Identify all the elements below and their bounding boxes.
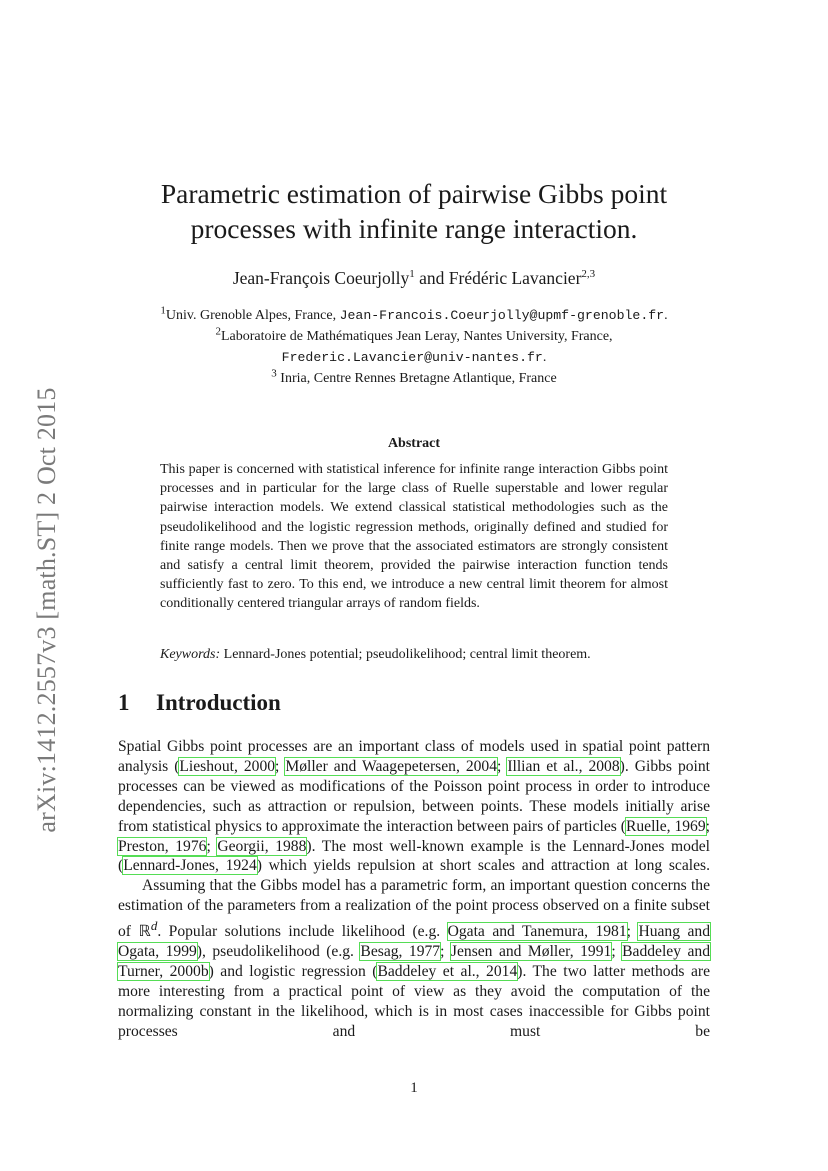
section-title: Introduction (156, 690, 281, 715)
affiliation-text: Inria, Centre Rennes Bretagne Atlantique, France (276, 371, 557, 386)
author-name: Frédéric Lavancier (448, 268, 582, 288)
body-text: . Popular solutions include likelihood (e.g. (157, 923, 448, 941)
author-email[interactable]: Jean-Francois.Coeurjolly@upmf-grenoble.fr (339, 308, 665, 323)
citation-link[interactable]: Illian et al., 2008 (507, 757, 620, 775)
citation-link[interactable]: Lennard-Jones, 1924 (123, 857, 257, 875)
citation-link[interactable]: Georgii, 1988 (217, 837, 307, 855)
math-symbol: ℝ (138, 923, 151, 941)
affiliation-mark: 2 (215, 325, 221, 338)
title-line-2: processes with infinite range interaction. (190, 213, 638, 244)
paper-title (118, 176, 710, 246)
citation-link[interactable]: Baddeley et al., 2014 (377, 963, 518, 981)
affiliation-2 (118, 326, 710, 347)
title-line-1: Parametric estimation of pairwise Gibbs point (160, 178, 668, 209)
body-text: ; (275, 757, 286, 775)
body-text: ) which yields repulsion at short scales and attraction at long scales. (256, 857, 710, 875)
body-text: Spatial Gibbs point processes are an important class of models used in spatial point pattern analysis ( (118, 738, 710, 775)
body-text: ), pseudolikelihood (e.g. (196, 943, 361, 961)
keywords-text: Lennard-Jones potential; pseudolikelihood; central limit theorem. (220, 647, 591, 662)
section-heading (118, 690, 710, 716)
abstract-heading: Abstract (387, 436, 441, 451)
keywords (160, 645, 668, 664)
body-text: ). The most well-known example is the Lennard-Jones model ( (118, 837, 710, 875)
author-separator: and (414, 268, 449, 288)
page-number: 1 (410, 1080, 418, 1096)
body-text: ; (440, 943, 451, 961)
body-text: ). Gibbs point processes can be viewed as modifications of the Poisson point process in order to introduce dependencies, such as attraction or repulsion, between points. These models initially arise from statistical physics to approximate the interaction between pairs of particles ( (118, 757, 711, 835)
keywords-label: Keywords: (160, 647, 221, 662)
abstract-body: This paper is concerned with statistical inference for infinite range interaction Gibbs point processes and in particular for the large class of Ruelle superstable and lower regular pairwise interaction models. We extend classical statistical methodologies such as the pseudolikelihood and the logistic regression methods, originally defined and studied for finite range models. Then we prove that the associated estimators are strongly consistent and satisfy a central limit theorem, provided the pairwise interaction function tends sufficiently fast to zero. To this end, we introduce a new central limit theorem for almost conditionally centered triangular arrays of random fields. (160, 462, 668, 612)
affiliations (118, 305, 710, 389)
citation-link[interactable]: Jensen and Møller, 1991 (450, 943, 612, 961)
math-superscript: d (150, 918, 158, 934)
affiliation-1 (118, 305, 710, 326)
affiliation-text: Univ. Grenoble Alpes, France, (165, 308, 340, 323)
body-text: ) and logistic regression ( (208, 963, 378, 981)
author-affiliation-mark: 2,3 (581, 268, 596, 281)
citation-link[interactable]: Ogata and Tanemura, 1981 (447, 923, 627, 941)
body-text: ; (705, 817, 710, 835)
body-text: Assuming that the Gibbs model has a parametric form, an important question concerns the estimation of the parameters from a realization of the point process observed on a finite subset of (118, 877, 710, 941)
paragraph (118, 737, 710, 876)
citation-link[interactable]: Lieshout, 2000 (179, 757, 276, 775)
body-text: ). The two latter methods are more interesting from a practical point of view as they avoid the computation of the normalizing constant in the likelihood, which is in most cases inaccessible for Gibbs point processes and must be (118, 963, 710, 1040)
citation-link[interactable]: Baddeley and Turner, 2000b (118, 943, 710, 981)
author-name: Jean-François Coeurjolly (232, 268, 410, 288)
citation-link[interactable]: Møller and Waagepetersen, 2004 (285, 757, 498, 775)
affiliation-mark: 1 (160, 304, 166, 317)
citation-link[interactable]: Ruelle, 1969 (625, 817, 706, 835)
body-text: ; (497, 757, 508, 775)
punctuation: . (542, 350, 547, 365)
affiliation-mark: 3 (271, 367, 277, 380)
introduction-body (118, 737, 710, 1042)
body-text: ; (611, 943, 623, 961)
affiliation-2-email-line (118, 347, 710, 368)
body-text: ; (206, 837, 218, 855)
section-number: 1 (118, 690, 130, 715)
affiliation-3 (118, 368, 710, 389)
punctuation: . (664, 308, 668, 323)
arxiv-identifier-stamp: arXiv:1412.2557v3 [math.ST] 2 Oct 2015 (32, 387, 61, 833)
paragraph (118, 876, 710, 1041)
body-text: ; (626, 923, 639, 941)
citation-link[interactable]: Huang and Ogata, 1999 (118, 923, 710, 961)
citation-link[interactable]: Preston, 1976 (118, 837, 207, 855)
citation-link[interactable]: Besag, 1977 (360, 943, 441, 961)
author-affiliation-mark: 1 (409, 268, 415, 281)
affiliation-text: Laboratoire de Mathématiques Jean Leray, Nantes University, France, (220, 329, 613, 344)
author-list (118, 267, 710, 289)
author-email[interactable]: Frederic.Lavancier@univ-nantes.fr (281, 350, 543, 365)
